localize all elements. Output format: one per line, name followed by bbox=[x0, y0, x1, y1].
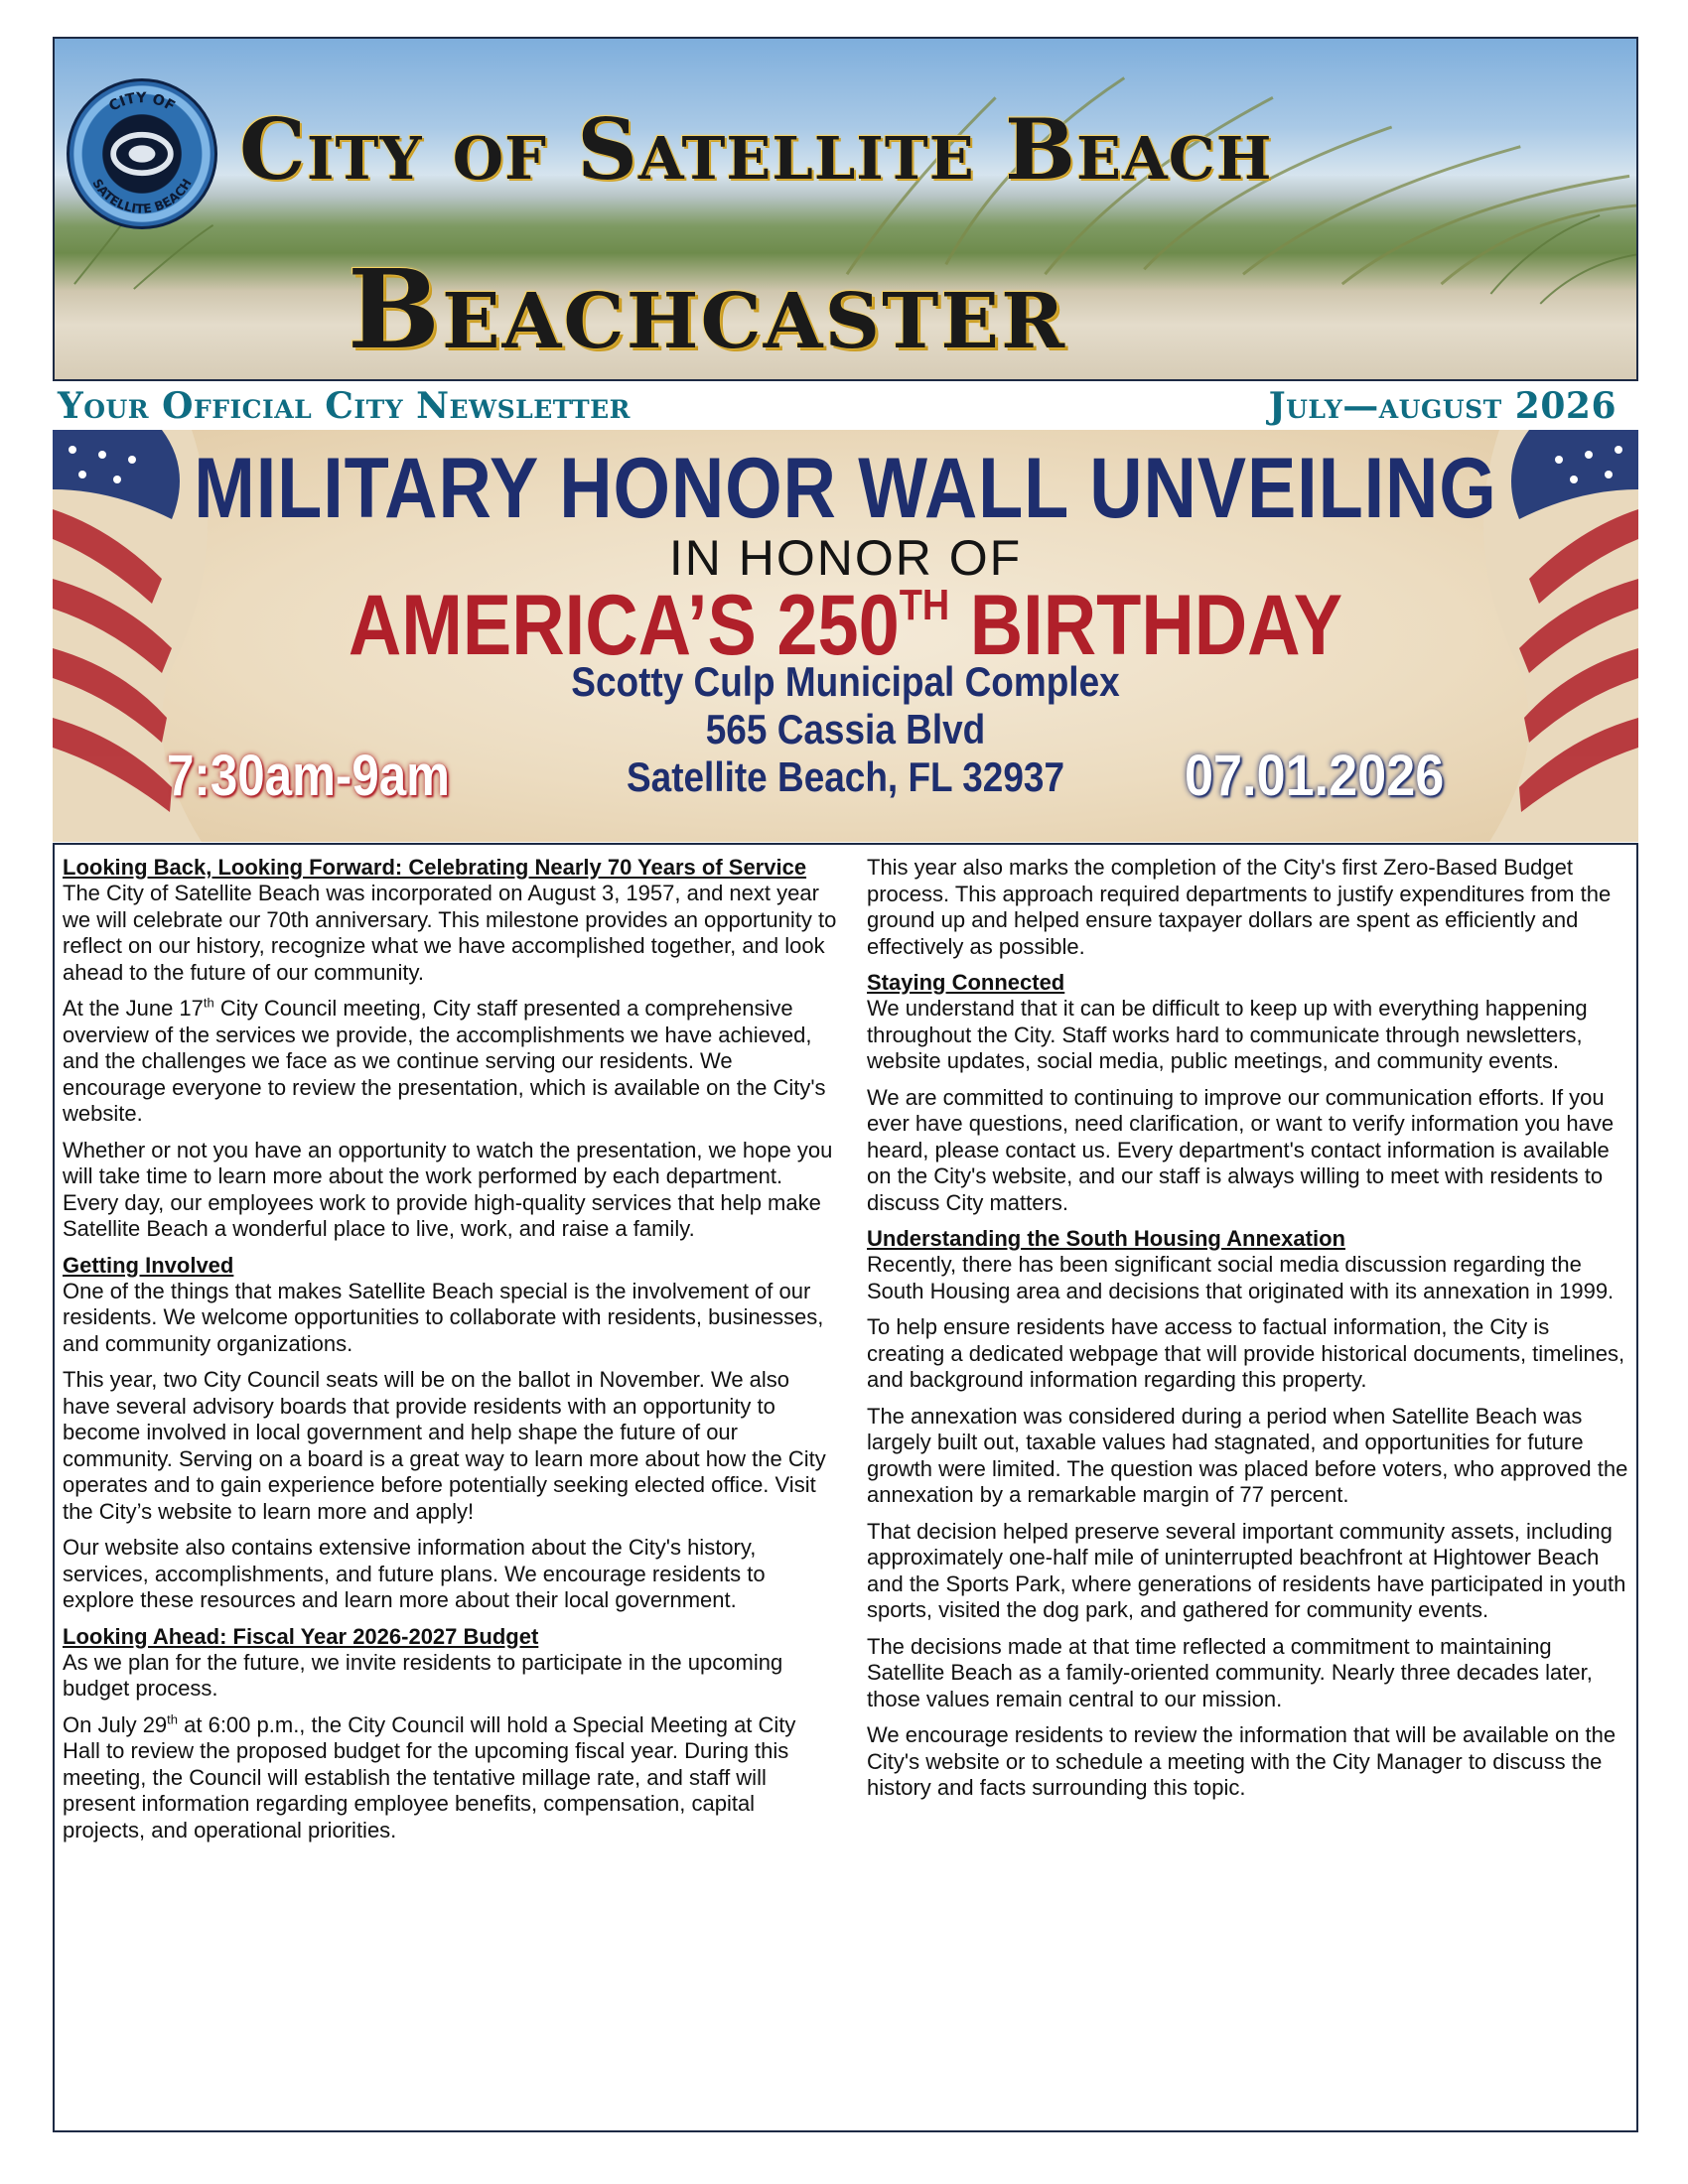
masthead-city-name: City of Satellite Beach bbox=[239, 100, 1273, 199]
paragraph: Whether or not you have an opportunity to watch the presentation, we hope you will take time to learn more about the work performed by each department. Every day, our employees work to provide high-quality services that help make Satellite Beach a wonderful place to live, work, and raise a family. bbox=[63, 1137, 833, 1241]
paragraph: At the June 17th City Council meeting, City staff presented a comprehensive overview of the services we provide, the accomplishments we have achieved, and the challenges we face as we continue serving our residents. We encourage everyone to review the presentation, which is available on the City's website. bbox=[63, 995, 826, 1126]
heading-budget: Looking Ahead: Fiscal Year 2026-2027 Budget bbox=[63, 1623, 539, 1649]
event-city: Satellite Beach, FL 32937 bbox=[626, 753, 1065, 800]
event-time: 7:30am-9am bbox=[167, 744, 451, 808]
event-occasion: AMERICA’S 250TH BIRTHDAY bbox=[348, 578, 1343, 673]
city-seal-logo bbox=[67, 78, 217, 229]
masthead bbox=[53, 37, 1638, 381]
newsletter-tagline: Your Official City Newsletter bbox=[58, 385, 631, 427]
heading-getting-involved: Getting Involved bbox=[63, 1252, 234, 1278]
svg-text:SATELLITE BEACH: SATELLITE BEACH bbox=[89, 176, 195, 216]
event-banner bbox=[53, 430, 1638, 842]
heading-looking-back: Looking Back, Looking Forward: Celebrating Nearly 70 Years of Service bbox=[63, 855, 807, 880]
paragraph: Our website also contains extensive information about the City's history, services, accomplishments, and future plans. We encourage residents to explore these resources and learn more about their local government. bbox=[63, 1535, 766, 1612]
svg-text:CITY OF: CITY OF bbox=[106, 90, 178, 115]
right-column bbox=[867, 855, 1631, 1812]
paragraph: We are committed to continuing to improve our communication efforts. If you ever have questions, need clarification, or want to verify information you have heard, please contact us. Every department's contact information is available on the City's website, and our staff is always willing to meet with residents to discuss City matters. bbox=[867, 1084, 1615, 1215]
heading-south-housing: Understanding the South Housing Annexation bbox=[867, 1226, 1345, 1251]
paragraph: The annexation was considered during a period when Satellite Beach was largely built out, taxable values had stagnated, and opportunities for future growth were limited. The question was placed before voters, who approved the annexation by a remarkable margin of 77 percent. bbox=[867, 1403, 1628, 1507]
paragraph: On July 29th at 6:00 p.m., the City Council will hold a Special Meeting at City Hall to review the proposed budget for the upcoming fiscal year. During this meeting, the Council will establish the tentative millage rate, and staff will present information regarding employee benefits, compensation, capital projects, and operational priorities. bbox=[63, 1711, 796, 1843]
masthead-newsletter-name: Beachcaster bbox=[348, 245, 1067, 373]
paragraph: As we plan for the future, we invite residents to participate in the upcoming budget process. bbox=[63, 1649, 783, 1701]
event-title: MILITARY HONOR WALL UNVEILING bbox=[194, 441, 1497, 536]
event-date: 07.01.2026 bbox=[1185, 744, 1445, 808]
paragraph: One of the things that makes Satellite Beach special is the involvement of our residents. We welcome opportunities to collaborate with residents, businesses, and community organizations. bbox=[63, 1278, 824, 1356]
event-subtitle: IN HONOR OF bbox=[668, 530, 1023, 586]
paragraph: We encourage residents to review the information that will be available on the City's website or to schedule a meeting with the City Manager to discuss the history and facts surrounding this topic. bbox=[867, 1722, 1617, 1800]
article-body bbox=[53, 843, 1638, 2132]
event-street: 565 Cassia Blvd bbox=[705, 706, 986, 752]
heading-staying-connected: Staying Connected bbox=[867, 970, 1065, 995]
event-venue: Scotty Culp Municipal Complex bbox=[571, 658, 1120, 705]
paragraph: That decision helped preserve several important community assets, including approximately one-half mile of uninterrupted beachfront at Hightower Beach and the Sports Park, where generations of residents have participated in youth sports, visited the dog park, and gathered for community events. bbox=[867, 1518, 1626, 1622]
paragraph: Recently, there has been significant social media discussion regarding the South Housing area and decisions that originated with its annexation in 1999. bbox=[867, 1252, 1615, 1303]
paragraph: We understand that it can be difficult to keep up with everything happening throughout the City. Staff works hard to communicate through newsletters, website updates, social media, public meetings, and community events. bbox=[867, 996, 1588, 1073]
issue-date: July—august 2026 bbox=[1268, 385, 1617, 427]
paragraph: This year also marks the completion of the City's first Zero-Based Budget process. This approach required departments to justify expenditures from the ground up and helped ensure taxpayer dollars are spent as efficiently and effectively as possible. bbox=[867, 855, 1612, 959]
paragraph: This year, two City Council seats will be on the ballot in November. We also have several advisory boards that provide residents with an opportunity to become involved in local government and help shape the future of our community. Serving on a board is a great way to learn more about how the City operates and to gain experience before potentially seeking elected office. Visit the City’s website to learn more and apply! bbox=[63, 1367, 826, 1524]
left-column bbox=[63, 855, 837, 1853]
paragraph: The City of Satellite Beach was incorporated on August 3, 1957, and next year we will celebrate our 70th anniversary. This milestone provides an opportunity to reflect on our history, recognize what we have accomplished together, and look ahead to the future of our community. bbox=[63, 881, 837, 985]
paragraph: The decisions made at that time reflected a commitment to maintaining Satellite Beach as a family-oriented community. Nearly three decades later, those values remain central to our mission. bbox=[867, 1633, 1593, 1711]
paragraph: To help ensure residents have access to factual information, the City is creating a dedicated webpage that will provide historical documents, timelines, and background information regarding this property. bbox=[867, 1314, 1625, 1392]
